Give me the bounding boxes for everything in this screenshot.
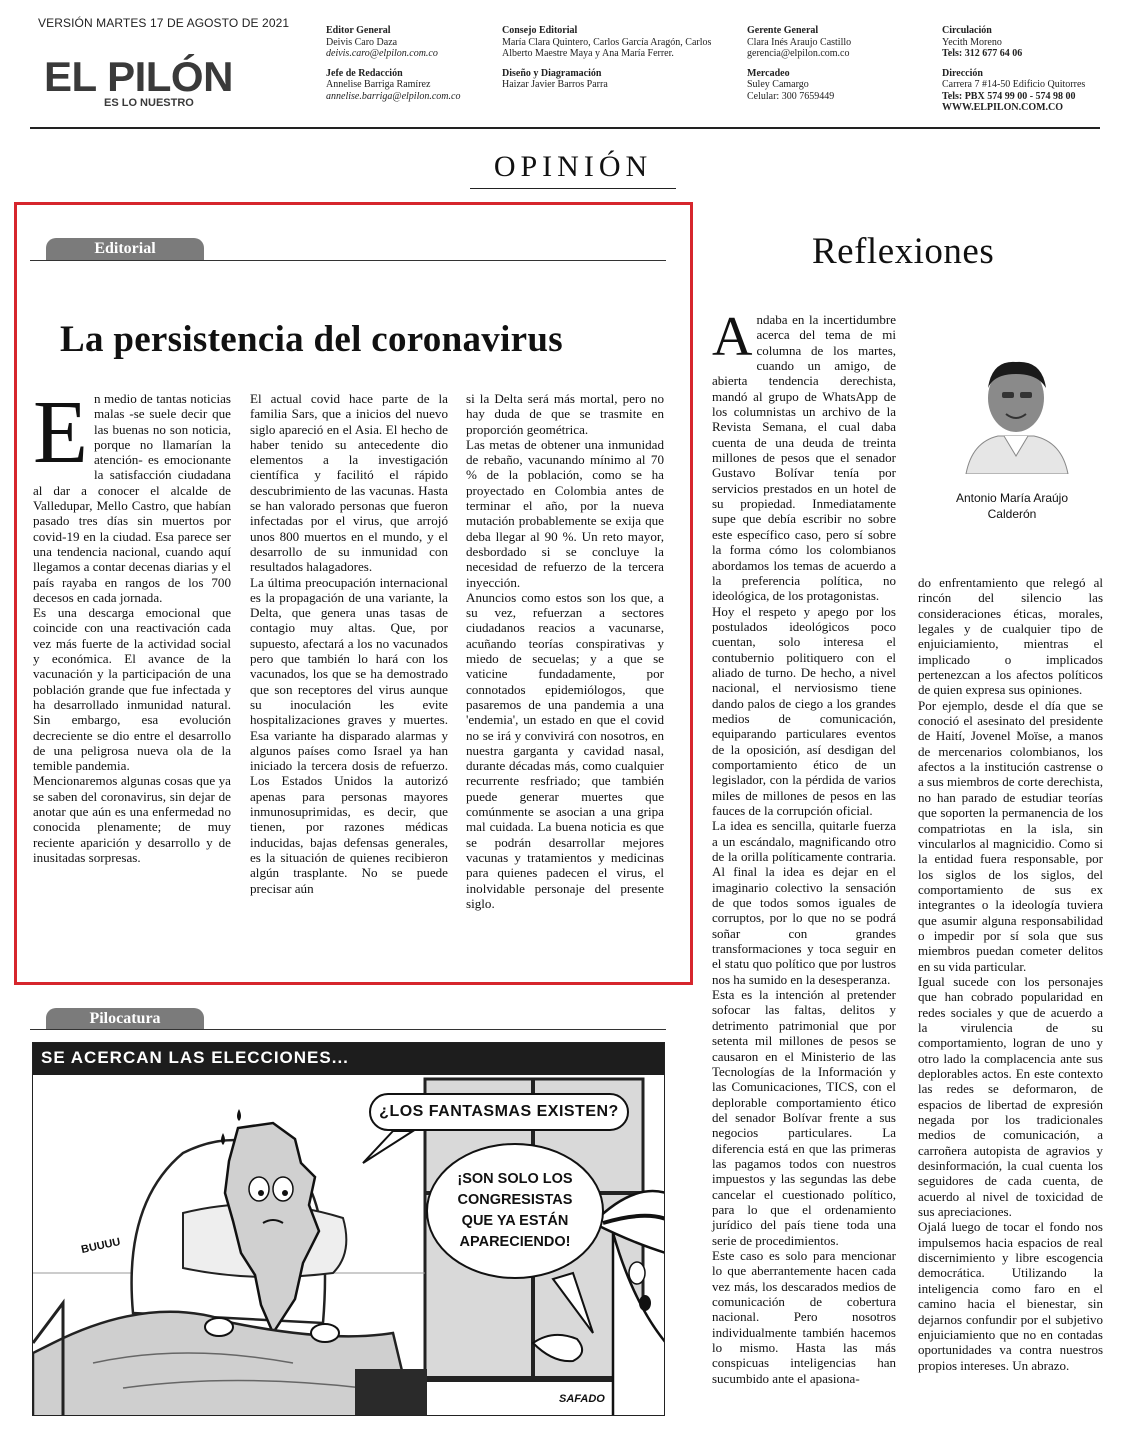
- staff-block-council: [502, 25, 717, 91]
- staff-block-editors: [326, 25, 491, 102]
- paragraph: Esta es la intención al pretender sofocar las faltas, delitos y detrimento patrimonial que por setenta mil millones de pesos se causaron en el Ministerio de las Tecnologías de la Información y las Comunicaciones, TICS, con el deplorable comportamiento ético del senador Bolívar frente a sus negocios particulares. La diferencia está en que las primeras las pagamos todos con nuestros impuestos y las segundas las debe cancelar el cuestionado político, para lo que el ordenamiento jurídico del país tiene toda una serie de procedimientos.: [712, 987, 896, 1248]
- staff-phone: Tels: 312 677 64 06: [942, 48, 1023, 59]
- staff-block-circulation: [942, 25, 1112, 114]
- author-photo: [958, 352, 1074, 474]
- column-title: Reflexiones: [812, 231, 995, 272]
- staff-label: Diseño y Diagramación: [502, 67, 602, 79]
- paragraph: Este caso es solo para mencionar lo que aberrantemente hacen cada vez más, los descarados medios de comunicación de cobertura nacional. Pero nosotros individualmente también hacemos lo mismo. Hasta las más conspicuas inteligencias han sucumbido ante el apasiona-: [712, 1247, 896, 1386]
- paragraph: Ojalá luego de tocar el fondo nos impulsemos hacia espacios de real discernimiento y libre escogencia democrática. Utilizando la inteligencia como faro en el camino hacia el bienestar, sin dejarnos confundir por el subjetivo enjuiciamiento que no en contadas oportunidades va contra nuestros propios intereses. Un abrazo.: [918, 1219, 1103, 1373]
- staff-name: Suley Camargo: [747, 79, 809, 90]
- paragraph: El actual covid hace parte de la familia Sars, que a inicios del nuevo siglo apareció en el Asia. El hecho de haber tenido su antecedente dio elementos a la investigación científica y facilitó el rápido descubrimiento de las vacunas. Hasta se han valorado personas que fueron infectadas por el virus, que arrojó unos 800 muertos en el mundo, y el desarrollo de su inmunidad con resultados halagadores.: [250, 391, 448, 575]
- bubble-line: ¡SON SOLO LOS: [457, 1171, 573, 1187]
- paragraph: Igual sucede con los personajes que han cobrado popularidad en redes sociales y que de acuerdo a la virulencia de su comportamiento, logran de uno y otro lado la complacencia ante sus deplorables actos. En este contexto las redes se deformaron, de espacios de libertad de expresión negada por los tradicionales medios de comunicación, a carroñera autopista de agravios y desinformación, la cual cuenta los seguidores de cada cuenta, de acuerdo al nivel de toxicidad de sus apreciaciones.: [918, 973, 1103, 1220]
- staff-label: Jefe de Redacción: [326, 67, 403, 79]
- staff-name: Yecith Moreno: [942, 36, 1002, 48]
- cartoon-rule: [30, 1029, 666, 1030]
- staff-phone: Tels: PBX 574 99 00 - 574 98 00: [942, 90, 1076, 102]
- newspaper-tagline: ES LO NUESTRO: [104, 97, 194, 109]
- speech-bubble-answer: [426, 1143, 604, 1279]
- cartoon-caption: SE ACERCAN LAS ELECCIONES...: [41, 1048, 349, 1067]
- editorial-dropcap: E: [33, 383, 88, 482]
- editorial-tab: Editorial: [46, 238, 204, 260]
- edition-date: VERSIÓN MARTES 17 DE AGOSTO DE 2021: [38, 16, 290, 30]
- staff-label: Consejo Editorial: [502, 25, 578, 36]
- paragraph: si la Delta será más mortal, pero no hay duda de que se trasmite en proporción geométrica.: [466, 391, 664, 437]
- staff-label: Gerente General: [747, 25, 819, 36]
- cartoon-tab: Pilocatura: [46, 1008, 204, 1030]
- masthead-divider: [30, 127, 1100, 129]
- speech-bubble-question: ¿LOS FANTASMAS EXISTEN?: [369, 1093, 629, 1131]
- editorial-headline: La persistencia del coronavirus: [60, 319, 563, 360]
- paragraph: ndaba en la incertidumbre acerca del tema de mi columna de los martes, cuando un amigo, de abierta tendencia derechista, mandó al grupo de WhatsApp de los columnistas un archivo de la Revista Semana, el cual daba cuenta de una deuda de treinta millones de pesos que el senador Gustavo Bolívar tenía por servicios prestados en un hotel de su propiedad. Inmediatamente supe que debía escribir no sobre este específico caso, pero sí sobre la forma cómo los colombianos abordamos los temas de acuerdo a la preferencia política, no ideológica, de los protagonistas.: [712, 312, 896, 604]
- paragraph: Es una descarga emocional que coincide con una reactivación cada vez más fuerte de la actividad social y económica. El avance de la vacunación y la participación de una población grande que fue infectada y ha desarrollado inmunidad natural. Sin embargo, esa evolución decreciente se dio entre el desarrollo de una peligrosa nueva ola de la temible pandemia.: [33, 605, 231, 774]
- staff-name: Clara Inés Araujo Castillo: [747, 36, 852, 48]
- staff-email[interactable]: gerencia@elpilon.com.co: [747, 48, 850, 59]
- reflexiones-dropcap: A: [712, 306, 753, 368]
- paragraph: Mencionaremos algunas cosas que ya se saben del coronavirus, sin dejar de anotar que aún es una enfermedad no conocida plenamente; de muy reciente aparición y desarrollo y de inusitadas sorpresas.: [33, 773, 231, 865]
- reflexiones-column-1: [712, 306, 896, 1386]
- staff-email[interactable]: annelise.barriga@elpilon.com.co: [326, 90, 461, 102]
- author-name: Antonio María Araújo Calderón: [955, 491, 1069, 521]
- cartoonist-signature: SAFADO: [559, 1393, 605, 1405]
- paragraph: Anuncios como estos son los que, a su vez, refuerzan a sectores ciudadanos reacios a vacunarse, acuñando teorías conspirativas y miedo de secuelas; y a que se vaticine fundadamente, por connotados epidemiólogos, que pasaremos de una pandemia a una 'endemia', un estado en que el covid no se irá y convivirá con nosotros, en nuestra garganta y cavidad nasal, durante décadas más, como cualquier recurrente resfriado; que también puede generar muertes que comúnmente se asocian a una gripa mal cuidada. La buena noticia es que se podrán desarrollar mejores vacunas y tratamientos y medicinas para quienes padecen el virus, el inolvidable personaje del presente siglo.: [466, 589, 664, 911]
- staff-block-management: [747, 25, 917, 102]
- bubble-line: APARECIENDO!: [459, 1234, 571, 1250]
- staff-name: Deivis Caro Daza: [326, 36, 398, 48]
- bubble-line: QUE YA ESTÁN: [461, 1213, 569, 1229]
- website-link[interactable]: WWW.ELPILON.COM.CO: [942, 102, 1064, 113]
- staff-name: Haizar Javier Barros Parra: [502, 79, 608, 90]
- paragraph: Por ejemplo, desde el día que se conoció el asesinato del presidente de Haití, Jovenel Moïse, a manos de mercenarios colombianos, los afectos a la institución castrense o a sus miembros de corte derechista, no han parado de estudiar teorías que soporten la permanencia de los compatriotas en la isla, sin vincularlos al magnicidio. Como si la entidad fuera responsable, por los siglos de los siglos, del comportamiento de sus ex integrantes o la ideología tuviera que asumir alguna responsabilidad o impedir por sí sola que sus miembros puedan cometer delitos en su vida particular.: [918, 697, 1103, 974]
- staff-label: Circulación: [942, 25, 992, 36]
- staff-name: María Clara Quintero, Carlos García Aragón, Carlos Alberto Maestre Maya y Ana María Ferrer.: [502, 36, 712, 59]
- paragraph: Las metas de obtener una inmunidad de rebaño, vacunando mínimo al 70 % de la población, como se ha proyectado en Colombia antes de terminar el año, por la nueva mutación probablemente se exija que deba llegar al 90 %. Un reto mayor, desbordado si se concluye la necesidad de refuerzo de la tercera inyección.: [466, 436, 664, 590]
- editorial-rule: [30, 260, 666, 261]
- newspaper-logo[interactable]: EL PILÓN: [44, 53, 233, 100]
- editorial-column-1: [33, 383, 231, 865]
- paragraph: La idea es sencilla, quitarle fuerza a un escándalo, magnificando otro de la orilla políticamente contraria. Al final la idea es dejar en el imaginario colectivo la sensación de que todos somos iguales de corruptos, por lo que no se podrá soñar con grandes transformaciones y toca seguir en el statu quo político que por lustros nos ha sumido en la desesperanza.: [712, 818, 896, 987]
- reflexiones-column-2: [918, 575, 1103, 1373]
- cartoon-illustration: [32, 1042, 665, 1416]
- staff-name: Annelise Barriga Ramírez: [326, 79, 431, 90]
- editorial-column-2: [250, 391, 448, 896]
- staff-address: Carrera 7 #14-50 Edificio Quitorres: [942, 79, 1086, 90]
- staff-label: Dirección: [942, 67, 983, 79]
- editorial-column-3: [466, 391, 664, 911]
- bubble-line: CONGRESISTAS: [457, 1192, 573, 1208]
- staff-label: Mercadeo: [747, 67, 790, 79]
- paragraph: do enfrentamiento que relegó al rincón del silencio las consideraciones éticas, morales, legales y de cualquier tipo de enjuiciamiento, mientras el implicado o implicados pertenezcan a los afectos políticos de quien expresa sus opiniones.: [918, 575, 1103, 698]
- paragraph: n medio de tantas noticias malas -se suele decir que las buenas no son noticia, porque no llamarían la atención- es emocionante la satisfacción ciudadana al dar a conocer el alcalde de Valledupar, Mello Castro, que habían pasado tres días sin muertos por covid-19 en la ciudad. Esa parece ser una tendencia nacional, cuando aquí llegamos a contar decenas diarias y el país rayaba en rangos de los 700 decesos en cada jornada.: [33, 391, 231, 605]
- staff-label: Editor General: [326, 25, 391, 36]
- sound-effect: BUUUU: [80, 1236, 122, 1256]
- section-title: OPINIÓN: [470, 150, 676, 189]
- paragraph: Hoy el respeto y apego por los postulados ideológicos poco cuentan, solo interesa el contubernio politiquero con el aliado de turno. De hecho, a nivel nacional, el nerviosismo tiene dando palos de ciego a los grandes medios de comunicación, equiparando particulares eventos de la oposición, así desdigan del comportamiento ético de un legislador, con la pérdida de varios miles de millones de pesos en las fauces de la corrupción oficial.: [712, 603, 896, 818]
- paragraph: La última preocupación internacional es la propagación de una variante, la Delta, que genera unas tasas de contagio muy altas. Que, por supuesto, afectará a los no vacunados pero que también lo hará con los vacunados, los que se ha demostrado que son receptores del virus aunque su inoculación les evite hospitalizaciones graves y muertes. Esa variante ha disparado alarmas y algunos países como Israel ya han iniciado la tercera dosis de refuerzo. Los Estados Unidos la autorizó apenas para personas mayores inmunosuprimidas, es decir, que tienen, por razones médicas inducidas, bajas defensas generales, es la situación de quienes recibieron algún trasplante. No se puede precisar aún: [250, 574, 448, 896]
- staff-email[interactable]: deivis.caro@elpilon.com.co: [326, 48, 438, 59]
- staff-phone: Celular: 300 7659449: [747, 90, 835, 102]
